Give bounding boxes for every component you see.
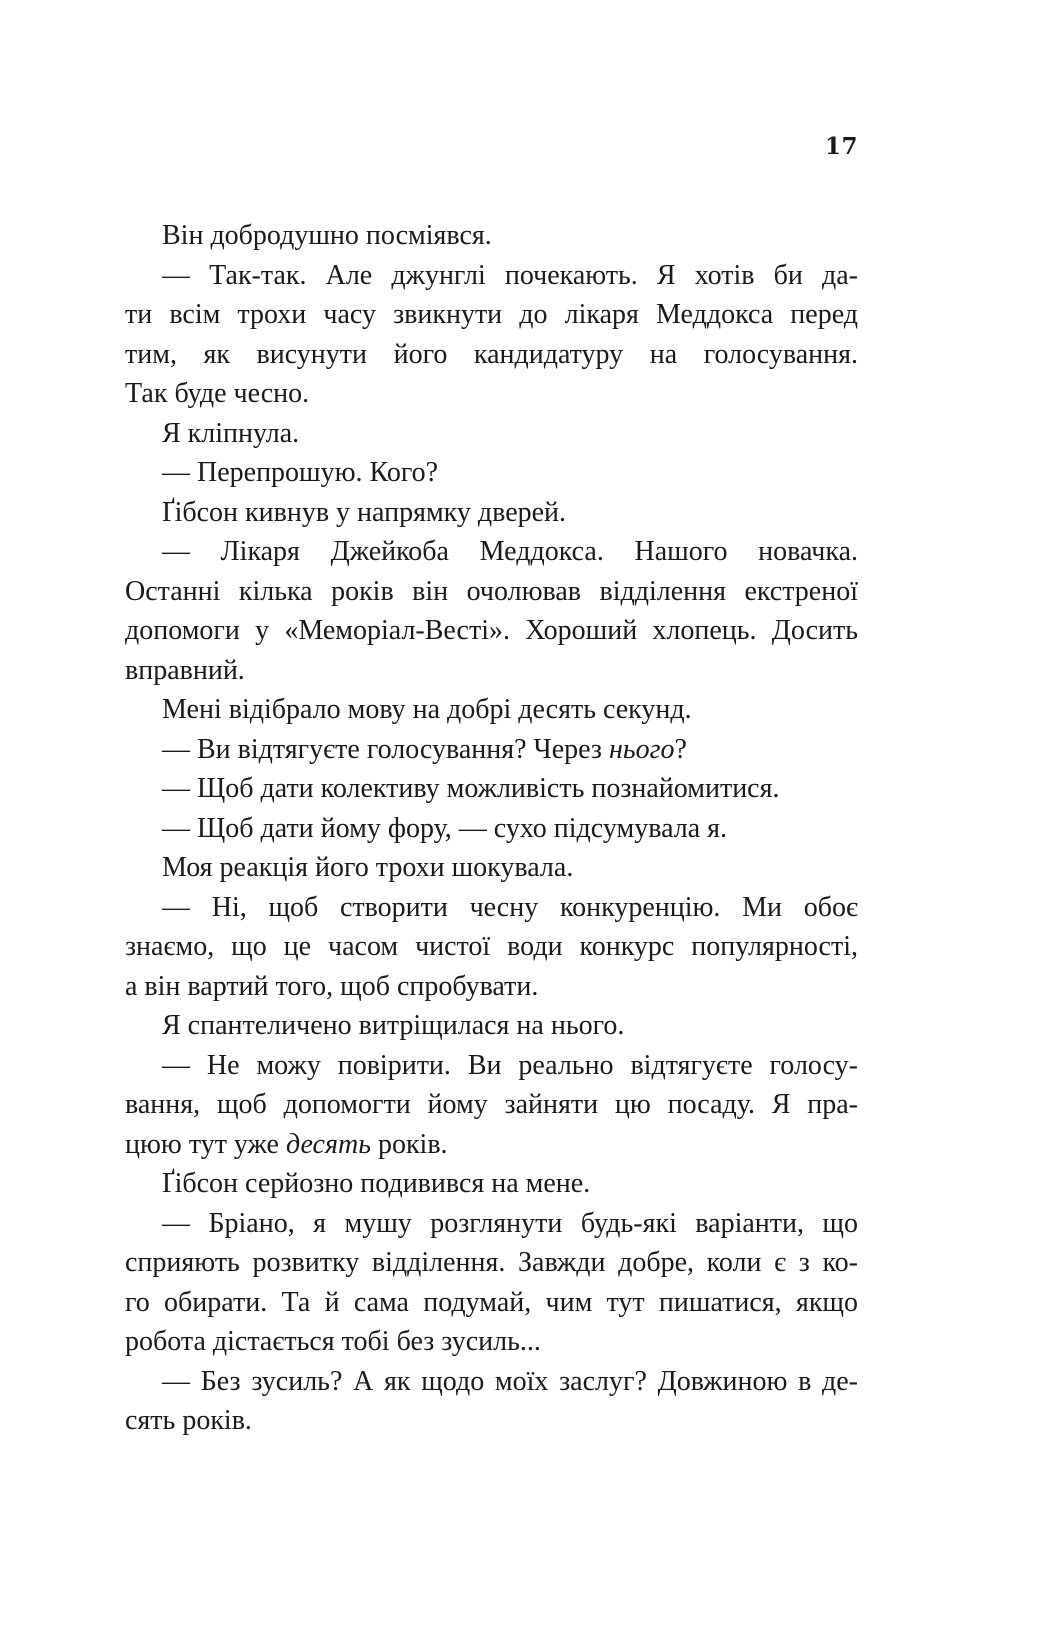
text-segment: Ґібсон кивнув у напрямку дверей.	[162, 496, 567, 528]
paragraph	[125, 1164, 858, 1204]
text-line	[125, 1085, 858, 1125]
paragraph	[125, 848, 858, 888]
text-line	[125, 532, 858, 572]
page-text	[125, 216, 858, 1441]
paragraph	[125, 453, 858, 493]
text-line	[125, 1164, 858, 1204]
paragraph	[125, 493, 858, 533]
text-line	[125, 256, 858, 296]
text-segment: тим, як висунути його кандидатуру на голосування.	[125, 338, 858, 370]
text-segment: — Ви відтягуєте голосування? Через	[162, 733, 609, 765]
text-line	[125, 1401, 858, 1441]
text-segment: — Ні, щоб створити чесну конкуренцію. Ми обоє	[162, 891, 858, 923]
text-segment: Так буде чесно.	[125, 378, 310, 409]
text-line	[125, 1283, 858, 1323]
page-number: 17	[824, 133, 858, 160]
text-line	[125, 848, 858, 888]
paragraph	[125, 690, 858, 730]
text-segment: — Щоб дати йому фору, — сухо підсумувала я.	[162, 812, 728, 844]
italic-text: нього	[608, 733, 675, 765]
paragraph	[125, 216, 858, 256]
text-segment: вправний.	[125, 654, 245, 686]
text-line	[125, 374, 858, 414]
text-segment: — Без зусиль? А як щодо моїх заслуг? Довжиною в де-	[162, 1365, 858, 1397]
text-segment: го обирати. Та й сама подумай, чим тут пишатися, якщо	[125, 1286, 858, 1318]
paragraph	[125, 414, 858, 454]
text-segment: Моя реакція його трохи шокувала.	[162, 852, 574, 883]
paragraph	[125, 256, 858, 414]
paragraph	[125, 1204, 858, 1362]
text-line	[125, 690, 858, 730]
paragraph	[125, 1362, 858, 1441]
italic-text: десять	[285, 1128, 371, 1160]
text-segment: Мені відібрало мову на добрі десять секунд.	[162, 694, 692, 725]
text-line	[125, 295, 858, 335]
text-line	[125, 1362, 858, 1402]
text-line	[125, 1125, 858, 1165]
text-segment: ти всім трохи часу звикнути до лікаря Меддокса перед	[125, 299, 858, 330]
text-line	[125, 493, 858, 533]
text-segment: Ґібсон серйозно подивився на мене.	[162, 1168, 591, 1199]
text-segment: — Так-так. Але джунглі почекають. Я хотів би да-	[162, 259, 858, 291]
paragraph	[125, 1046, 858, 1165]
text-segment: — Бріано, я мушу розглянути будь-які варіанти, що	[162, 1207, 858, 1239]
paragraph	[125, 730, 858, 770]
text-segment: сять років.	[125, 1405, 252, 1436]
text-segment: цюю тут уже	[125, 1128, 286, 1160]
paragraph	[125, 809, 858, 849]
text-segment: робота дістається тобі без зусиль...	[125, 1326, 541, 1357]
text-line	[125, 651, 858, 691]
paragraph	[125, 888, 858, 1007]
text-line	[125, 216, 858, 256]
text-segment: років.	[370, 1128, 448, 1160]
text-segment: Я кліпнула.	[162, 417, 300, 449]
text-line	[125, 453, 858, 493]
text-line	[125, 769, 858, 809]
text-line	[125, 1322, 858, 1362]
text-segment: ?	[674, 733, 687, 765]
text-line	[125, 1006, 858, 1046]
text-line	[125, 1204, 858, 1244]
text-segment: допомоги у «Меморіал-Весті». Хороший хлопець. Досить	[125, 615, 858, 646]
text-line	[125, 888, 858, 928]
paragraph	[125, 769, 858, 809]
text-segment: — Щоб дати колективу можливість познайомитися.	[162, 773, 780, 804]
text-segment: Я спантеличено витріщилася на нього.	[162, 1010, 625, 1041]
text-segment: — Не можу повірити. Ви реально відтягуєте голосу-	[162, 1049, 858, 1081]
text-line	[125, 611, 858, 651]
text-line	[125, 967, 858, 1007]
text-segment: а він вартий того, щоб спробувати.	[125, 970, 539, 1002]
text-line	[125, 1243, 858, 1283]
text-segment: Він добродушно посміявся.	[162, 220, 492, 251]
text-line	[125, 335, 858, 375]
text-line	[125, 414, 858, 454]
text-line	[125, 1046, 858, 1086]
text-segment: вання, щоб допомогти йому зайняти цю посаду. Я пра-	[125, 1089, 858, 1120]
text-line	[125, 572, 858, 612]
text-segment: Останні кілька років він очолював відділення екстреної	[125, 575, 858, 607]
text-line	[125, 730, 858, 770]
paragraph	[125, 532, 858, 690]
text-segment: — Лікаря Джейкоба Меддокса. Нашого новачка.	[162, 536, 858, 567]
text-segment: — Перепрошую. Кого?	[162, 457, 439, 488]
paragraph	[125, 1006, 858, 1046]
text-line	[125, 809, 858, 849]
text-segment: знаємо, що це часом чистої води конкурс популярності,	[125, 931, 858, 962]
text-line	[125, 927, 858, 967]
text-segment: сприяють розвитку відділення. Завжди добре, коли є з ко-	[125, 1247, 858, 1278]
